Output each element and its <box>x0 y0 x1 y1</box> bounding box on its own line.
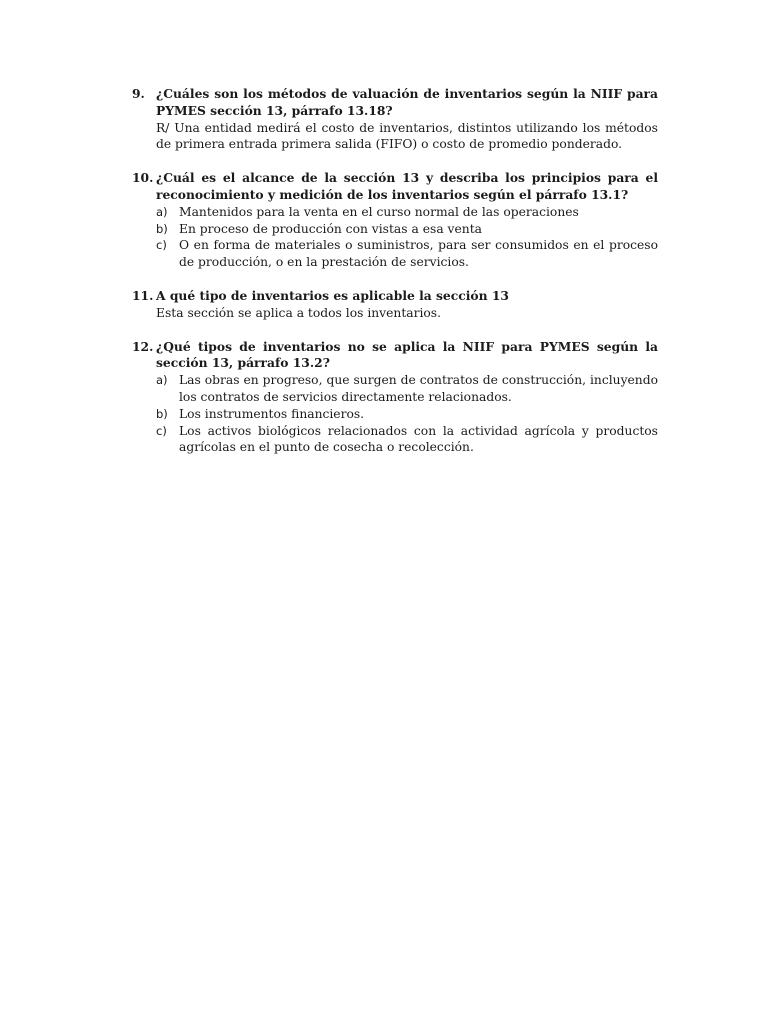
question-number: 12. <box>132 338 154 354</box>
question-number: 11. <box>132 287 154 303</box>
answer-subitem <box>156 221 658 238</box>
subitem-text: En proceso de producción con vistas a esa venta <box>179 221 482 236</box>
answer-subitem <box>156 423 658 457</box>
subitem-text: Mantenidos para la venta en el curso normal de las operaciones <box>179 204 579 219</box>
subitem-text: Las obras en progreso, que surgen de contratos de construcción, incluyendo los contratos de servicios directamente relacionados. <box>179 373 658 404</box>
subitem-letter: b) <box>156 221 168 236</box>
subitem-text: Los instrumentos financieros. <box>179 406 365 421</box>
question-text: ¿Cuál es el alcance de la sección 13 y describa los principios para el reconocimiento y medición de los inventarios según el párrafo 13.1? <box>156 170 658 202</box>
subitem-letter: a) <box>156 373 168 388</box>
subitem-letter: b) <box>156 406 168 421</box>
answer-subitem <box>156 372 658 406</box>
question-item-9 <box>132 86 658 153</box>
answer-subitem <box>156 406 658 423</box>
subitem-letter: a) <box>156 204 168 219</box>
question-item-10 <box>132 170 658 271</box>
subitem-letter: c) <box>156 423 167 438</box>
subitem-letter: c) <box>156 238 167 253</box>
question-text: ¿Qué tipos de inventarios no se aplica la NIIF para PYMES según la sección 13, párrafo 13.2? <box>156 338 658 371</box>
question-number: 9. <box>132 86 145 101</box>
question-item-12 <box>132 339 658 457</box>
question-text: A qué tipo de inventarios es aplicable la sección 13 <box>156 287 509 303</box>
question-text: ¿Cuáles son los métodos de valuación de inventarios según la NIIF para PYMES sección 13, párrafo 13.18? <box>156 86 658 118</box>
answer-subitem <box>156 237 658 271</box>
answer-sublist <box>156 372 658 456</box>
subitem-text: Los activos biológicos relacionados con la actividad agrícola y productos agrícolas en el punto de cosecha o recolección. <box>179 423 658 455</box>
answer-text: Esta sección se aplica a todos los inventarios. <box>156 305 442 320</box>
answer-sublist <box>156 204 658 271</box>
answer-text: R/ Una entidad medirá el costo de inventarios, distintos utilizando los métodos de primera entrada primera salida (FIFO) o costo de promedio ponderado. <box>156 120 658 152</box>
subitem-text: O en forma de materiales o suministros, para ser consumidos en el proceso de producción, o en la prestación de servicios. <box>179 238 658 270</box>
question-list <box>132 86 658 473</box>
question-number: 10. <box>132 170 154 186</box>
question-item-11 <box>132 288 658 322</box>
answer-subitem <box>156 204 658 221</box>
